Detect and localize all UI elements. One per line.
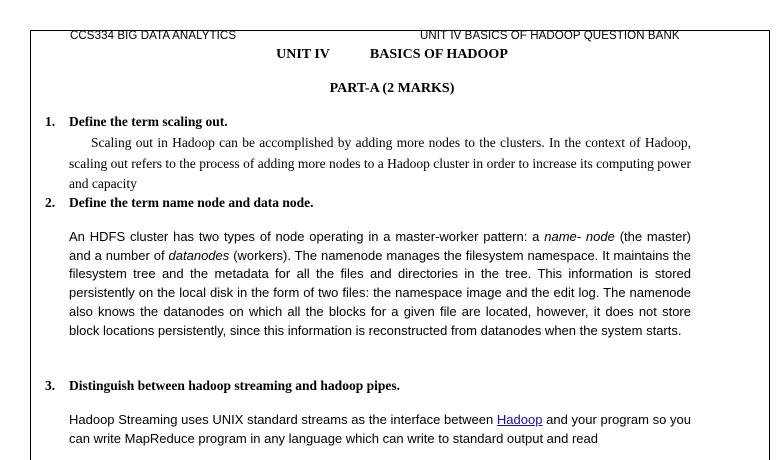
part-heading: PART-A (2 MARKS) <box>329 81 455 96</box>
question-3 <box>45 378 400 394</box>
answer-text: An HDFS cluster has two types of node operating in a master-worker pattern: a <box>69 229 545 244</box>
answer-text: Hadoop Streaming uses UNIX standard streams as the interface between <box>69 412 497 427</box>
page-title <box>0 47 784 63</box>
header-unit: UNIT IV BASICS OF HADOOP QUESTION BANK <box>420 30 680 42</box>
question-title: Distinguish between hadoop streaming and hadoop pipes. <box>69 378 400 393</box>
term-namenode: name- node <box>544 229 615 244</box>
answer-text: (the master) and a number of <box>69 229 691 263</box>
unit-label: UNIT IV <box>276 47 330 62</box>
answer-text: (workers). The namenode manages the filesystem namespace. It maintains the filesystem tree and the metadata for all the files and directories in the tree. This information is stored persistently on the local disk in the form of two files: the namespace image and the edit log. The namenode also knows the datanodes on which all the blocks for a given file are located, however, it does not store block locations persistently, since this information is reconstructed from datanodes when the system starts. <box>69 247 691 338</box>
question-title: Define the term name node and data node. <box>69 195 314 210</box>
unit-topic: BASICS OF HADOOP <box>369 47 508 62</box>
question-2 <box>45 195 314 211</box>
hadoop-link[interactable]: Hadoop <box>496 412 543 427</box>
question-number: 1. <box>45 114 56 129</box>
answer-3 <box>69 411 691 448</box>
term-datanodes: datanodes <box>168 247 230 263</box>
question-1 <box>45 114 228 130</box>
header-course: CCS334 BIG DATA ANALYTICS <box>70 30 237 42</box>
answer-text: and your program so you can write MapReduce program in any language which can write to standard output and read <box>69 412 692 446</box>
question-title: Define the term scaling out. <box>69 114 228 129</box>
question-number: 3. <box>45 378 56 393</box>
answer-1: Scaling out in Hadoop can be accomplished by adding more nodes to the clusters. In the context of Hadoop, scaling out refers to the process of adding more nodes to a Hadoop cluster in order to increase its computing power and capacity <box>69 135 691 192</box>
question-number: 2. <box>45 195 56 210</box>
answer-2 <box>69 228 691 340</box>
